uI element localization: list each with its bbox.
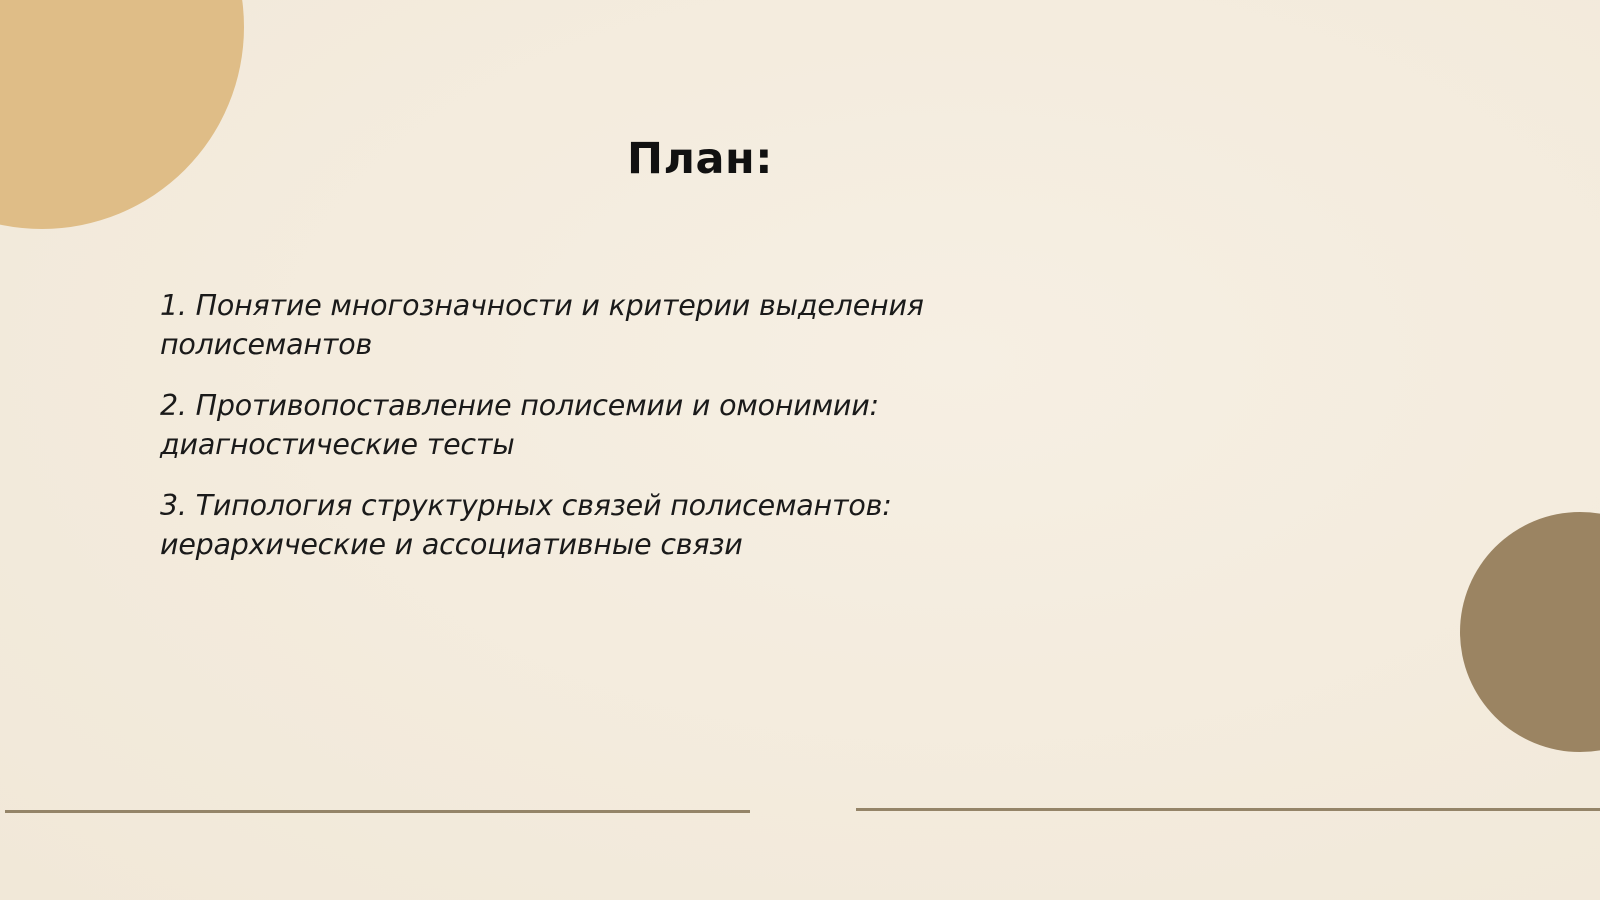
decorative-circle-bottom-right	[1460, 512, 1600, 752]
plan-item: 2. Противопоставление полисемии и омонимии: диагностические тесты	[160, 389, 879, 461]
decorative-circle-top-left	[0, 0, 244, 229]
plan-list	[160, 286, 1040, 586]
plan-item: 3. Типология структурных связей полисемантов: иерархические и ассоциативные связи	[160, 489, 892, 561]
divider-line-left	[5, 810, 750, 813]
divider-line-right	[856, 808, 1600, 811]
plan-item: 1. Понятие многозначности и критерии выделения полисемантов	[160, 289, 924, 361]
slide-title: План:	[627, 134, 773, 184]
